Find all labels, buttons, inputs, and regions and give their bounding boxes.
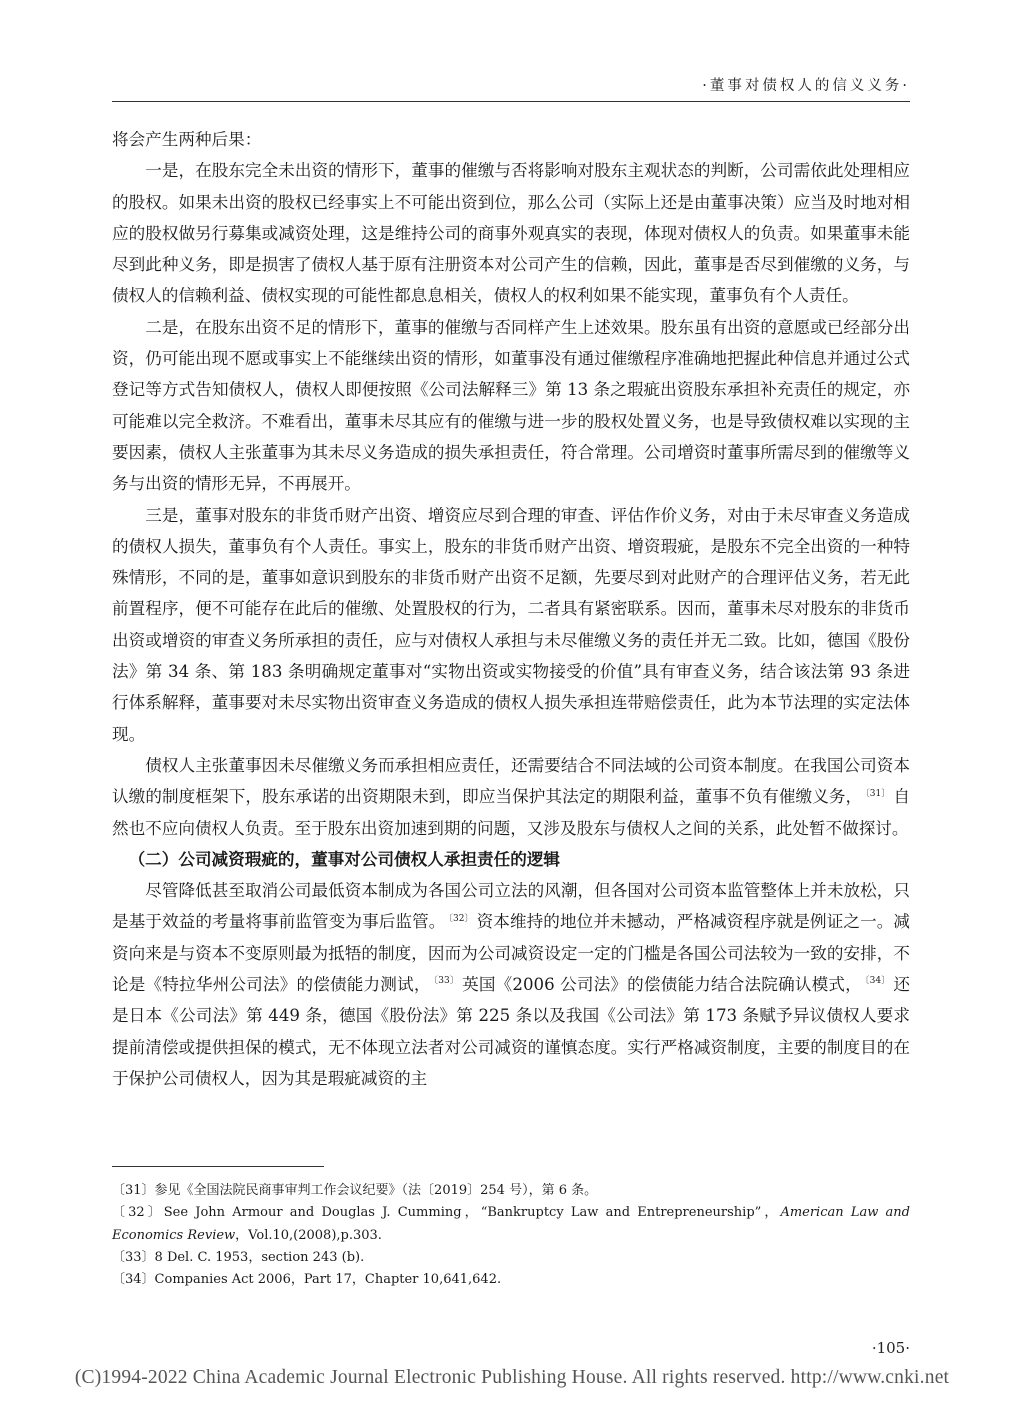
- paragraph-4: [112, 750, 910, 844]
- paragraph-5-part-a: 尽管降低甚至取消公司最低资本制成为各国公司立法的风潮，但各国对公司资本监管整体上并未放松，只是基于效益的考量将事前监管变为事后监管。: [112, 881, 910, 932]
- paragraph-5: [112, 875, 910, 1094]
- footnote-ref-34[interactable]: 〔34〕: [864, 976, 891, 987]
- footnote-32-text: 〔32〕See John Armour and Douglas J. Cumming，“Bankruptcy Law and Entrepreneurship”，: [112, 1205, 781, 1221]
- paragraph-5-part-b: 资本维持的地位并未撼动，严格减资程序就是例证之一。减资向来是与资本不变原则最为抵牾的制度，因而为公司减资设定一定的门槛是各国公司法较为一致的安排，不论是《特拉华州公司法》的偿债能力测试，: [112, 912, 911, 995]
- paragraph-2: 二是，在股东出资不足的情形下，董事的催缴与否同样产生上述效果。股东虽有出资的意愿或已经部分出资，仍可能出现不愿或事实上不能继续出资的情形，如董事没有通过催缴程序准确地把握此种信息并通过公式登记等方式告知债权人，债权人即便按照《公司法解释三》第 13 条之瑕疵出资股东承担补充责任的规定，亦可能难以完全救济。不难看出，董事未尽其应有的催缴与进一步的股权处置义务，也是导致债权难以实现的主要因素，债权人主张董事为其未尽义务造成的损失承担责任，符合常理。公司增资时董事所需尽到的催缴等义务与出资的情形无异，不再展开。: [112, 317, 910, 494]
- running-header: ·董事对债权人的信义义务·: [702, 78, 910, 94]
- footnote-32: [112, 1202, 910, 1247]
- footnote-34: 〔34〕Companies Act 2006，Part 17，Chapter 10,641,642.: [112, 1272, 502, 1288]
- copyright-watermark: (C)1994-2022 China Academic Journal Electronic Publishing House. All rights reserved. http://www.cnki.net: [74, 1367, 950, 1388]
- footnote-32-citation: ，Vol.10,(2008),p.303.: [235, 1227, 382, 1243]
- footnote-ref-31[interactable]: 〔31〕: [865, 788, 891, 799]
- section-heading: （二）公司减资瑕疵的，董事对公司债权人承担责任的逻辑: [128, 848, 561, 869]
- footnote-rule: [112, 1166, 324, 1167]
- paragraph-3: 三是，董事对股东的非货币财产出资、增资应尽到合理的审查、评估作价义务，对由于未尽审查义务造成的债权人损失，董事负有个人责任。事实上，股东的非货币财产出资、增资瑕疵，是股东不完全出资的一种特殊情形，不同的是，董事如意识到股东的非货币财产出资不足额，先要尽到对此财产的合理评估义务，若无此前置程序，便不可能存在此后的催缴、处置股权的行为，二者具有紧密联系。因而，董事未尽对股东的非货币出资或增资的审查义务所承担的责任，应与对债权人承担与未尽催缴义务的责任并无二致。比如，德国《股份法》第 34 条、第 183 条明确规定董事对“实物出资或实物接受的价值”具有审查义务，结合该法第 93 条进行体系解释，董事要对未尽实物出资审查义务造成的债权人损失承担连带赔偿责任，此为本节法理的实定法体现。: [112, 505, 910, 744]
- paragraph-4-part-b: 自然也不应向债权人负责。至于股东出资加速到期的问题，又涉及股东与债权人之间的关系，此处暂不做探讨。: [112, 787, 910, 838]
- footnote-ref-33[interactable]: 〔33〕: [433, 976, 460, 987]
- paragraph-1: 一是，在股东完全未出资的情形下，董事的催缴与否将影响对股东主观状态的判断，公司需依此处理相应的股权。如果未出资的股权已经事实上不可能出资到位，那么公司（实际上还是由董事决策）应当及时地对相应的股权做另行募集或减资处理，这是维持公司的商事外观真实的表现，体现对债权人的负责。如果董事未能尽到此种义务，即是损害了债权人基于原有注册资本对公司产生的信赖，因此，董事是否尽到催缴的义务，与债权人的信赖利益、债权实现的可能性都息息相关，债权人的权利如果不能实现，董事负有个人责任。: [112, 161, 910, 306]
- paragraph-4-part-a: 债权人主张董事因未尽催缴义务而承担相应责任，还需要结合不同法域的公司资本制度。在我国公司资本认缴的制度框架下，股东承诺的出资期限未到，即应当保护其法定的期限利益，董事不负有催缴义务，: [112, 755, 910, 807]
- paragraph-5-part-d: 还是日本《公司法》第 449 条，德国《股份法》第 225 条以及我国《公司法》第 173 条赋予异议债权人要求提前清偿或提供担保的模式，无不体现立法者对公司减资的谨慎态度。实行严格减资制度，主要的制度目的在于保护公司债权人，因为其是瑕疵减资的主: [112, 975, 910, 1088]
- paragraph-5-part-c: 英国《2006 公司法》的偿债能力结合法院确认模式，: [462, 975, 862, 995]
- footnotes: [112, 1180, 910, 1291]
- footnote-ref-32[interactable]: 〔32〕: [448, 913, 474, 924]
- footnote-33: 〔33〕8 Del. C. 1953，section 243 (b).: [112, 1249, 365, 1265]
- intro-paragraph: 将会产生两种后果：: [112, 130, 262, 149]
- header-rule: [112, 101, 910, 102]
- page-number: ·105·: [871, 1339, 910, 1357]
- main-text: [112, 124, 910, 1094]
- footnote-32-journal: American Law and Economics Review: [112, 1205, 910, 1243]
- footnote-31: 〔31〕参见《全国法院民商事审判工作会议纪要》（法〔2019〕254 号），第 6 条。: [112, 1183, 598, 1198]
